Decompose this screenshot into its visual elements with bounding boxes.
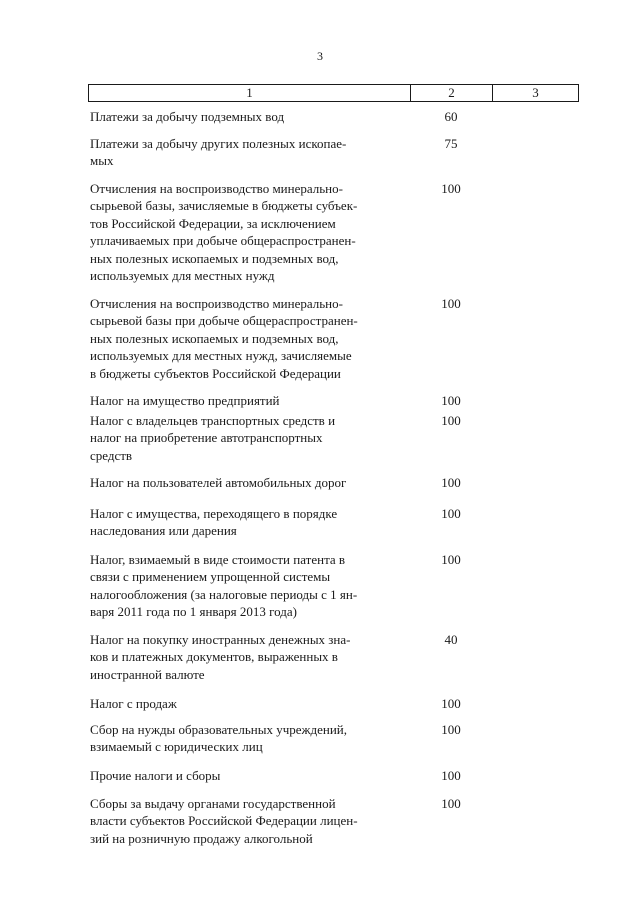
row-name: Сборы за выдачу органами государственной власти субъектов Российской Федерации лицен- зий на розничную продажу алкогольной xyxy=(90,796,358,846)
row-name: Отчисления на воспроизводство минерально- сырьевой базы при добыче общераспространен- ных полезных ископаемых и подземных вод, используемых для местных нужд, зачисляемые в бюджеты субъектов Российской Федерации xyxy=(90,296,358,381)
header-col-3: 3 xyxy=(532,85,539,100)
row-name: Налог, взимаемый в виде стоимости патента в связи с применением упрощенной системы налогообложения (за налоговые периоды с 1 ян- варя 2011 года по 1 января 2013 года) xyxy=(90,552,358,620)
row-name: Прочие налоги и сборы xyxy=(90,768,221,783)
page-number: 3 xyxy=(317,49,323,63)
table-header xyxy=(88,84,579,102)
row-value: 100 xyxy=(441,475,461,490)
row-value: 100 xyxy=(441,696,461,711)
row-name: Налог с имущества, переходящего в порядке наследования или дарения xyxy=(90,506,338,539)
row-value: 60 xyxy=(444,109,458,124)
row-value: 100 xyxy=(441,296,461,311)
row-name: Налог на покупку иностранных денежных зна- ков и платежных документов, выраженных в иностранной валюте xyxy=(90,632,351,682)
row-value: 100 xyxy=(441,393,461,408)
row-value: 100 xyxy=(441,181,461,196)
row-name: Отчисления на воспроизводство минерально- сырьевой базы, зачисляемые в бюджеты субъек- тов Российской Федерации, за исключением уплачиваемых при добыче общераспространен- ных полезных ископаемых и подземных вод, используемых для местных нужд xyxy=(90,181,358,284)
row-name: Налог на имущество предприятий xyxy=(90,393,280,408)
row-value: 100 xyxy=(441,722,461,737)
row-name: Налог с продаж xyxy=(90,696,177,711)
row-name: Налог с владельцев транспортных средств и налог на приобретение автотранспортных средств xyxy=(90,413,336,463)
row-value: 100 xyxy=(441,413,461,428)
row-value: 100 xyxy=(441,552,461,567)
header-col-1: 1 xyxy=(89,85,411,101)
row-value: 40 xyxy=(444,632,458,647)
row-name: Платежи за добычу подземных вод xyxy=(90,109,285,124)
row-name: Платежи за добычу других полезных ископае- мых xyxy=(90,136,347,169)
row-name: Налог на пользователей автомобильных дорог xyxy=(90,475,347,490)
header-col-2: 2 xyxy=(411,85,493,101)
row-value: 75 xyxy=(444,136,458,151)
row-name: Сбор на нужды образовательных учреждений, взимаемый с юридических лиц xyxy=(90,722,347,755)
row-value: 100 xyxy=(441,768,461,783)
row-value: 100 xyxy=(441,796,461,811)
row-value: 100 xyxy=(441,506,461,521)
